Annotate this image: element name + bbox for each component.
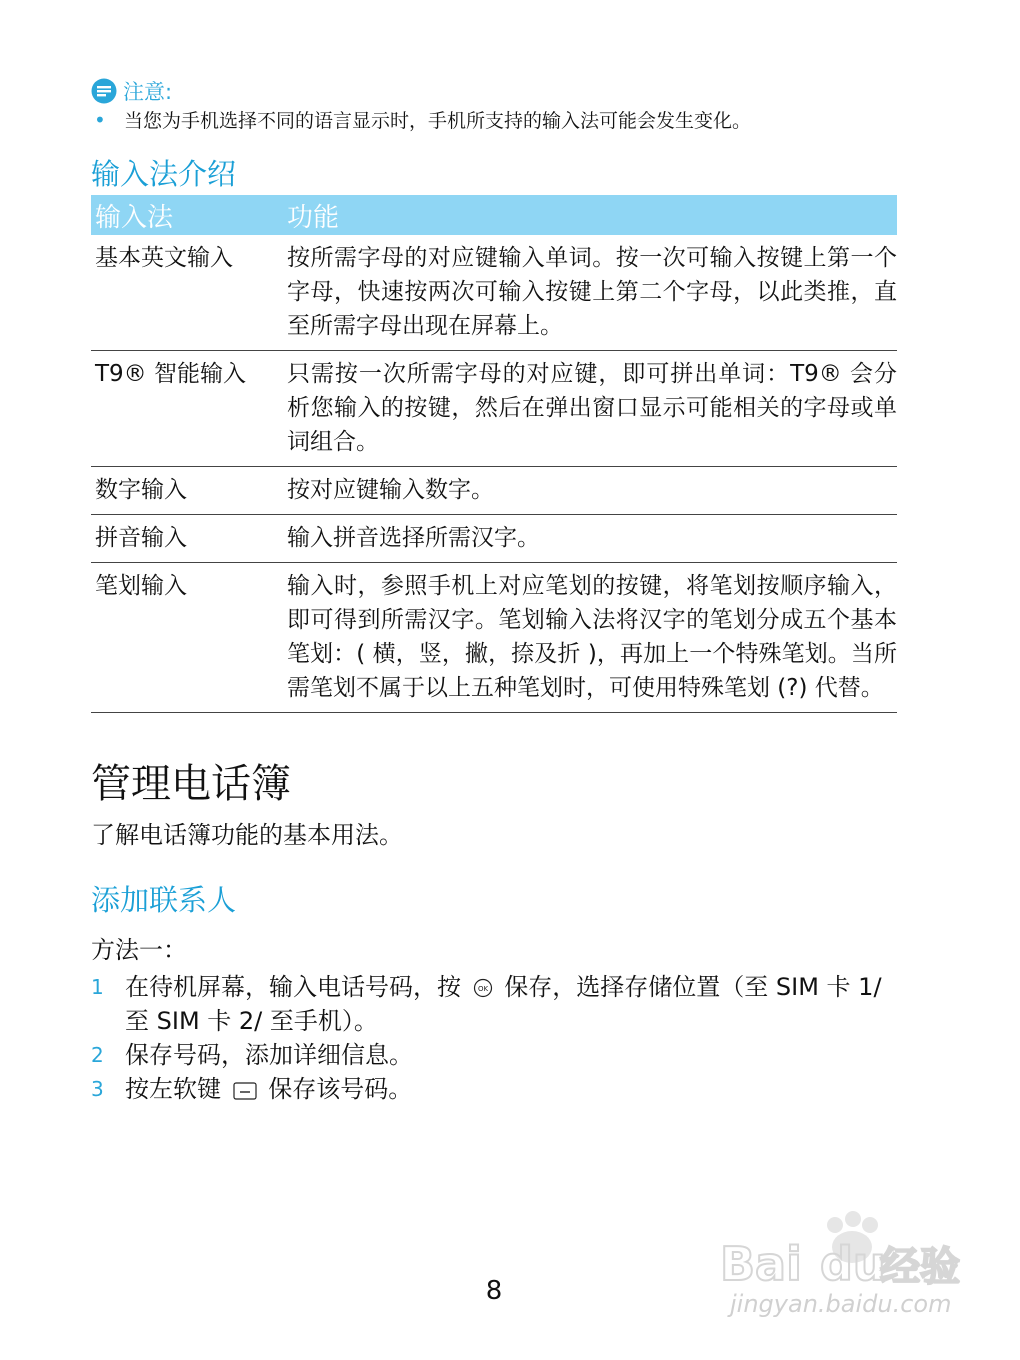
- step-number: 2: [91, 1043, 104, 1067]
- step-text: 保存号码，添加详细信息。: [125, 1041, 413, 1069]
- page-number: 8: [485, 1276, 503, 1306]
- list-item: [91, 1038, 897, 1072]
- svg-text:Bai: Bai: [720, 1237, 802, 1291]
- method-name: 笔划输入: [91, 563, 281, 713]
- bullet-icon: •: [94, 107, 106, 132]
- left-softkey-icon: [233, 1082, 257, 1100]
- list-item: [91, 1072, 897, 1106]
- method-desc: 按所需字母的对应键输入单词。按一次可输入按键上第一个字母，快速按两次可输入按键上第二个字母，以此类推，直至所需字母出现在屏幕上。: [281, 235, 897, 351]
- table-row: [91, 235, 897, 351]
- step-number: 3: [91, 1077, 104, 1101]
- method-desc: 输入时，参照手机上对应笔划的按键，将笔划按顺序输入，即可得到所需汉字。笔划输入法将汉字的笔划分成五个基本笔划：( 横，竖，撇，捺及折 )，再加上一个特殊笔划。当所需笔划不属于以上五种笔划时，可使用特殊笔划 (?) 代替。: [281, 563, 897, 713]
- svg-text:du: du: [820, 1237, 886, 1291]
- note-icon: [91, 78, 117, 104]
- table-row: [91, 467, 897, 515]
- method-desc: 只需按一次所需字母的对应键，即可拼出单词：T9® 会分析您输入的按键，然后在弹出窗口显示可能相关的字母或单词组合。: [281, 351, 897, 467]
- input-methods-table: [91, 195, 897, 713]
- input-methods-title: 输入法介绍: [91, 157, 237, 191]
- note-title: 注意:: [123, 80, 173, 104]
- note-header: [91, 76, 172, 106]
- step-text: [125, 1072, 897, 1106]
- step-text-before: 在待机屏幕，输入电话号码，按: [125, 973, 461, 1001]
- step-text-after: 保存该号码。: [268, 1075, 413, 1103]
- method-desc: 按对应键输入数字。: [281, 467, 897, 515]
- add-contact-title: 添加联系人: [91, 883, 237, 917]
- step-text-after: 保存，选择存储位置（至 SIM 卡 1/ 至 SIM 卡 2/ 至手机）。: [125, 973, 882, 1035]
- watermark-url: jingyan.baidu.com: [730, 1290, 952, 1318]
- method-name: T9® 智能输入: [91, 351, 281, 467]
- step-text-before: 按左软键: [125, 1075, 221, 1103]
- header-function: 功能: [281, 195, 897, 235]
- step-number: 1: [91, 975, 104, 999]
- phonebook-title: 管理电话簿: [91, 761, 291, 807]
- table-header-row: [91, 195, 897, 235]
- table-row: [91, 351, 897, 467]
- method-label: 方法一：: [91, 936, 187, 964]
- method-desc: 输入拼音选择所需汉字。: [281, 515, 897, 563]
- method-name: 拼音输入: [91, 515, 281, 563]
- method-name: 基本英文输入: [91, 235, 281, 351]
- list-item: [91, 970, 897, 1038]
- header-method: 输入法: [91, 195, 281, 235]
- steps-list: [91, 970, 897, 1106]
- step-text: [125, 970, 897, 1038]
- method-name: 数字输入: [91, 467, 281, 515]
- svg-text:经验: 经验: [880, 1244, 960, 1290]
- phonebook-lead: 了解电话簿功能的基本用法。: [91, 821, 403, 849]
- note-text: 当您为手机选择不同的语言显示时，手机所支持的输入法可能会发生变化。: [124, 110, 752, 132]
- svg-text:OK: OK: [477, 985, 488, 993]
- table-row: [91, 563, 897, 713]
- note-item: [94, 106, 751, 133]
- table-row: [91, 515, 897, 563]
- ok-key-icon: [473, 978, 493, 998]
